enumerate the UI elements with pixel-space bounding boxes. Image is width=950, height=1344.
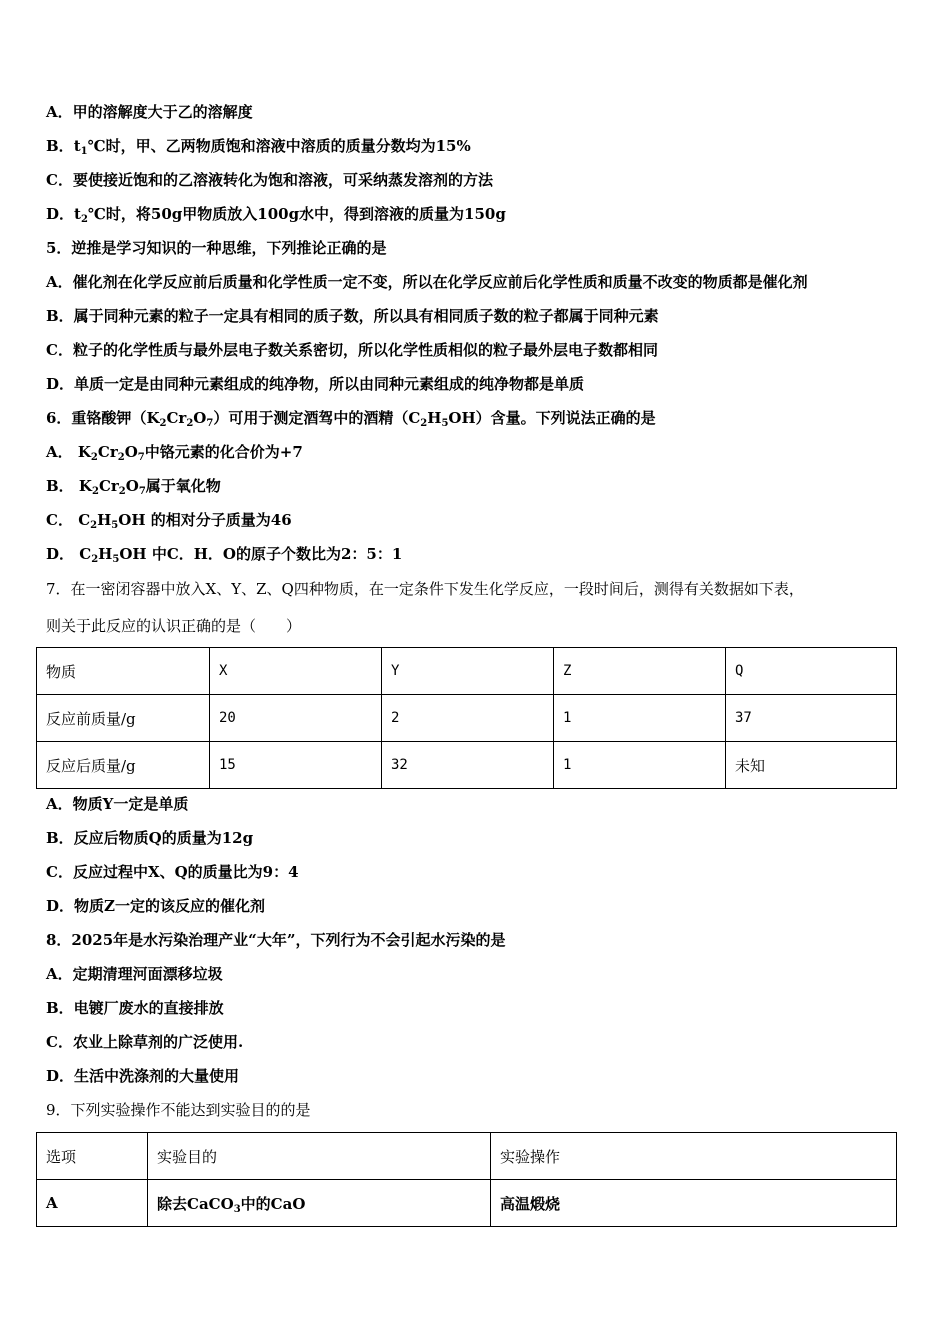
q8-option-c: C．农业上除草剂的广泛使用. (46, 1033, 244, 1051)
q6-option-b: B． $K_2Cr_2O_7$属于氧化物 (46, 477, 221, 497)
q9-table (36, 1132, 897, 1227)
table-cell: 未知 (726, 742, 897, 789)
table-cell: 1 (554, 742, 726, 789)
q9-stem: 9．下列实验操作不能达到实验目的的是 (46, 1101, 311, 1119)
q7-data-table (36, 647, 897, 789)
table-cell: Q (726, 648, 897, 695)
table-row (37, 695, 897, 742)
q5-stem: 5．逆推是学习知识的一种思维，下列推论正确的是 (46, 239, 387, 257)
table-cell: 反应后质量/g (37, 742, 210, 789)
q4-option-d: D．$t_2℃$时，将50g甲物质放入100g水中，得到溶液的质量为150g (46, 205, 506, 225)
q8-stem: 8．2025年是水污染治理产业“大年”，下列行为不会引起水污染的是 (46, 931, 506, 949)
table-row (37, 1180, 897, 1227)
table-cell: 选项 (37, 1133, 148, 1180)
q4-option-c: C．要使接近饱和的乙溶液转化为饱和溶液，可采纳蒸发溶剂的方法 (46, 171, 493, 189)
table-cell: 15 (210, 742, 382, 789)
table-row (37, 742, 897, 789)
q8-option-a: A．定期清理河面漂移垃圾 (46, 965, 223, 983)
q6-option-a: A． $K_2Cr_2O_7$中铬元素的化合价为+7 (46, 443, 303, 463)
table-header-row (37, 648, 897, 695)
q7-option-b: B．反应后物质Q的质量为12g (46, 829, 254, 847)
table-cell: 实验目的 (148, 1133, 491, 1180)
table-header-row (37, 1133, 897, 1180)
q5-option-b: B．属于同种元素的粒子一定具有相同的质子数，所以具有相同质子数的粒子都属于同种元素 (46, 307, 659, 325)
q4-option-b: B．$t_1℃$时，甲、乙两物质饱和溶液中溶质的质量分数均为15% (46, 137, 471, 157)
table-cell: 2 (382, 695, 554, 742)
table-cell: 实验操作 (491, 1133, 897, 1180)
table-cell: 20 (210, 695, 382, 742)
q7-option-d: D．物质Z一定的该反应的催化剂 (46, 897, 265, 915)
q8-option-b: B．电镀厂废水的直接排放 (46, 999, 224, 1017)
table-cell: 1 (554, 695, 726, 742)
q4-option-a: A．甲的溶解度大于乙的溶解度 (46, 103, 253, 121)
table-cell: 除去CaCO$_3$中的CaO (148, 1180, 491, 1227)
table-cell: A (37, 1180, 148, 1227)
table-cell: X (210, 648, 382, 695)
q6-stem: 6．重铬酸钾$(K_2Cr_2O_7)$可用于测定酒驾中的酒精$(C_2H_5OH)$含量。下列说法正确的是 (46, 409, 656, 429)
table-cell: 32 (382, 742, 554, 789)
q6-option-c: C． $C_2H_5OH$ 的相对分子质量为46 (46, 511, 292, 531)
q5-option-a: A．催化剂在化学反应前后质量和化学性质一定不变，所以在化学反应前后化学性质和质量不改变的物质都是催化剂 (46, 273, 808, 291)
q5-option-d: D．单质一定是由同种元素组成的纯净物，所以由同种元素组成的纯净物都是单质 (46, 375, 585, 393)
q6-option-d: D． $C_2H_5OH$ 中C．H．O的原子个数比为2：5：1 (46, 545, 403, 565)
table-cell: Y (382, 648, 554, 695)
q8-option-d: D．生活中洗涤剂的大量使用 (46, 1067, 240, 1085)
table-cell: 37 (726, 695, 897, 742)
table-cell: 反应前质量/g (37, 695, 210, 742)
q5-option-c: C．粒子的化学性质与最外层电子数关系密切，所以化学性质相似的粒子最外层电子数都相同 (46, 341, 658, 359)
q7-option-a: A．物质Y一定是单质 (46, 795, 189, 813)
table-cell: 高温煅烧 (491, 1180, 897, 1227)
q7-stem-line1: 7．在一密闭容器中放入X、Y、Z、Q四种物质，在一定条件下发生化学反应，一段时间后，测得有关数据如下表， (46, 580, 804, 598)
table-cell: 物质 (37, 648, 210, 695)
q7-option-c: C．反应过程中X、Q的质量比为9：4 (46, 863, 299, 881)
table-cell: Z (554, 648, 726, 695)
q7-stem-line2: 则关于此反应的认识正确的是（ ） (46, 617, 302, 635)
